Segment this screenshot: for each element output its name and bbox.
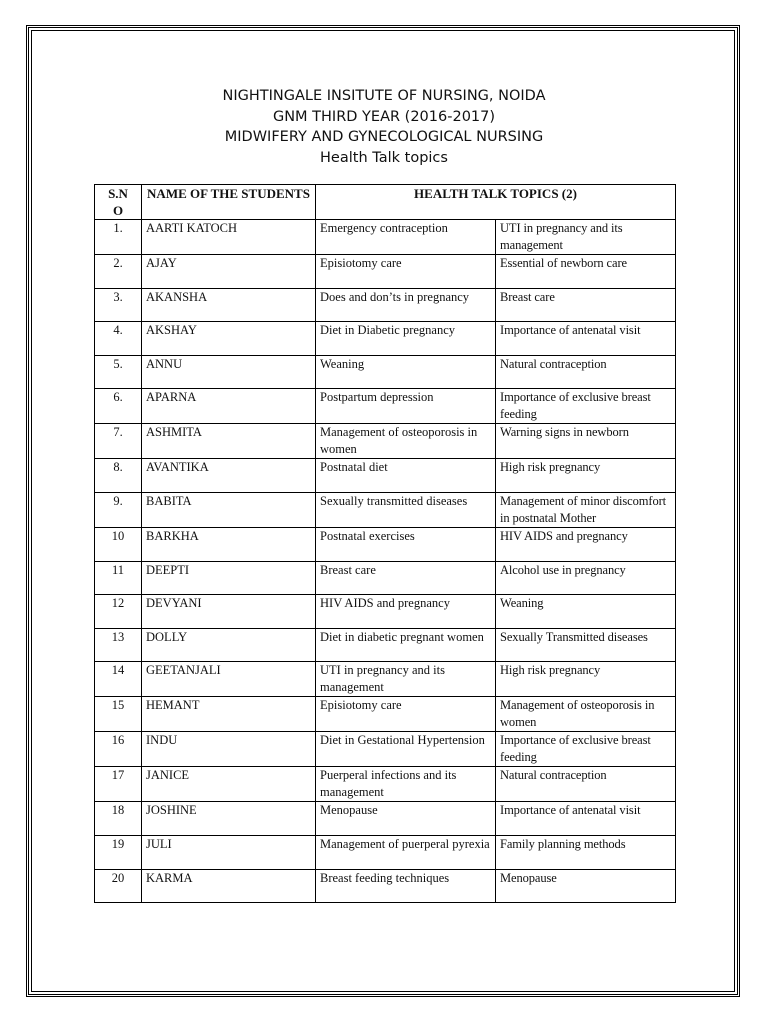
subject-name: MIDWIFERY AND GYNECOLOGICAL NURSING <box>224 129 544 145</box>
cell-student-name: AKSHAY <box>142 322 316 356</box>
cell-topic-2: Weaning <box>496 595 676 629</box>
cell-topic-2: Importance of antenatal visit <box>496 322 676 356</box>
cell-sno: 13 <box>95 628 142 662</box>
table-row <box>95 767 676 802</box>
cell-sno: 3. <box>95 288 142 322</box>
cell-student-name: JANICE <box>142 767 316 802</box>
cell-topic-1: Does and don’ts in pregnancy <box>316 288 496 322</box>
cell-topic-1: Episiotomy care <box>316 255 496 289</box>
cell-topic-1: Diet in diabetic pregnant women <box>316 628 496 662</box>
cell-topic-2: Warning signs in newborn <box>496 424 676 459</box>
cell-topic-1: UTI in pregnancy and its management <box>316 662 496 697</box>
header-sno: S.N O <box>95 185 142 220</box>
cell-sno: 4. <box>95 322 142 356</box>
header-name: NAME OF THE STUDENTS <box>142 185 316 220</box>
cell-student-name: HEMANT <box>142 697 316 732</box>
cell-topic-1: Diet in Diabetic pregnancy <box>316 322 496 356</box>
cell-student-name: DEVYANI <box>142 595 316 629</box>
table-row <box>95 869 676 903</box>
cell-sno: 17 <box>95 767 142 802</box>
cell-topic-2: Management of minor discomfort in postnatal Mother <box>496 492 676 527</box>
cell-topic-1: Sexually transmitted diseases <box>316 492 496 527</box>
cell-topic-1: Postnatal diet <box>316 459 496 493</box>
cell-student-name: BABITA <box>142 492 316 527</box>
cell-sno: 18 <box>95 802 142 836</box>
cell-topic-2: Sexually Transmitted diseases <box>496 628 676 662</box>
cell-topic-1: Management of osteoporosis in women <box>316 424 496 459</box>
cell-student-name: DEEPTI <box>142 561 316 595</box>
cell-student-name: BARKHA <box>142 527 316 561</box>
cell-topic-2: Essential of newborn care <box>496 255 676 289</box>
cell-student-name: ANNU <box>142 355 316 389</box>
cell-topic-2: Alcohol use in pregnancy <box>496 561 676 595</box>
cell-sno: 20 <box>95 869 142 903</box>
document-heading <box>0 86 768 168</box>
table-row <box>95 255 676 289</box>
institute-name: NIGHTINGALE INSITUTE OF NURSING, NOIDA <box>222 88 546 104</box>
table-row <box>95 802 676 836</box>
cell-student-name: ASHMITA <box>142 424 316 459</box>
cell-sno: 10 <box>95 527 142 561</box>
cell-topic-1: Diet in Gestational Hypertension <box>316 732 496 767</box>
cell-topic-2: Family planning methods <box>496 835 676 869</box>
cell-topic-2: Importance of exclusive breast feeding <box>496 732 676 767</box>
cell-topic-1: Episiotomy care <box>316 697 496 732</box>
cell-student-name: JOSHINE <box>142 802 316 836</box>
cell-topic-2: Breast care <box>496 288 676 322</box>
cell-topic-2: Natural contraception <box>496 355 676 389</box>
cell-student-name: DOLLY <box>142 628 316 662</box>
cell-topic-2: HIV AIDS and pregnancy <box>496 527 676 561</box>
cell-sno: 12 <box>95 595 142 629</box>
cell-sno: 6. <box>95 389 142 424</box>
cell-student-name: APARNA <box>142 389 316 424</box>
cell-sno: 1. <box>95 220 142 255</box>
table-row <box>95 662 676 697</box>
header-topics: HEALTH TALK TOPICS (2) <box>316 185 676 220</box>
table-row <box>95 322 676 356</box>
table-row <box>95 459 676 493</box>
cell-sno: 16 <box>95 732 142 767</box>
cell-student-name: AVANTIKA <box>142 459 316 493</box>
cell-sno: 14 <box>95 662 142 697</box>
document-subtitle: Health Talk topics <box>320 149 448 166</box>
table-row <box>95 697 676 732</box>
table-row <box>95 424 676 459</box>
table-row <box>95 835 676 869</box>
cell-topic-2: Management of osteoporosis in women <box>496 697 676 732</box>
health-talk-table <box>94 184 676 903</box>
cell-topic-2: Menopause <box>496 869 676 903</box>
cell-sno: 19 <box>95 835 142 869</box>
table-row <box>95 561 676 595</box>
table-row <box>95 732 676 767</box>
cell-student-name: AARTI KATOCH <box>142 220 316 255</box>
cell-topic-1: Weaning <box>316 355 496 389</box>
cell-student-name: AJAY <box>142 255 316 289</box>
cell-sno: 2. <box>95 255 142 289</box>
cell-sno: 5. <box>95 355 142 389</box>
cell-student-name: KARMA <box>142 869 316 903</box>
table-row <box>95 220 676 255</box>
table-row <box>95 389 676 424</box>
cell-sno: 15 <box>95 697 142 732</box>
cell-topic-1: Emergency contraception <box>316 220 496 255</box>
table-row <box>95 288 676 322</box>
table-row <box>95 527 676 561</box>
cell-topic-1: Postpartum depression <box>316 389 496 424</box>
cell-sno: 9. <box>95 492 142 527</box>
cell-topic-2: High risk pregnancy <box>496 662 676 697</box>
cell-topic-2: Importance of antenatal visit <box>496 802 676 836</box>
cell-topic-2: UTI in pregnancy and its management <box>496 220 676 255</box>
cell-sno: 11 <box>95 561 142 595</box>
cell-sno: 8. <box>95 459 142 493</box>
cell-topic-1: Postnatal exercises <box>316 527 496 561</box>
cell-topic-2: Natural contraception <box>496 767 676 802</box>
cell-topic-1: Puerperal infections and its management <box>316 767 496 802</box>
cell-topic-1: Menopause <box>316 802 496 836</box>
table-body <box>95 220 676 903</box>
cell-topic-2: High risk pregnancy <box>496 459 676 493</box>
cell-topic-1: Breast care <box>316 561 496 595</box>
table-row <box>95 355 676 389</box>
cell-student-name: AKANSHA <box>142 288 316 322</box>
cell-student-name: INDU <box>142 732 316 767</box>
table-row <box>95 595 676 629</box>
cell-topic-2: Importance of exclusive breast feeding <box>496 389 676 424</box>
table-row <box>95 492 676 527</box>
cell-sno: 7. <box>95 424 142 459</box>
cell-student-name: JULI <box>142 835 316 869</box>
table-header-row <box>95 185 676 220</box>
cell-student-name: GEETANJALI <box>142 662 316 697</box>
cell-topic-1: Breast feeding techniques <box>316 869 496 903</box>
cell-topic-1: HIV AIDS and pregnancy <box>316 595 496 629</box>
cell-topic-1: Management of puerperal pyrexia <box>316 835 496 869</box>
table-row <box>95 628 676 662</box>
course-year: GNM THIRD YEAR (2016-2017) <box>272 108 496 125</box>
